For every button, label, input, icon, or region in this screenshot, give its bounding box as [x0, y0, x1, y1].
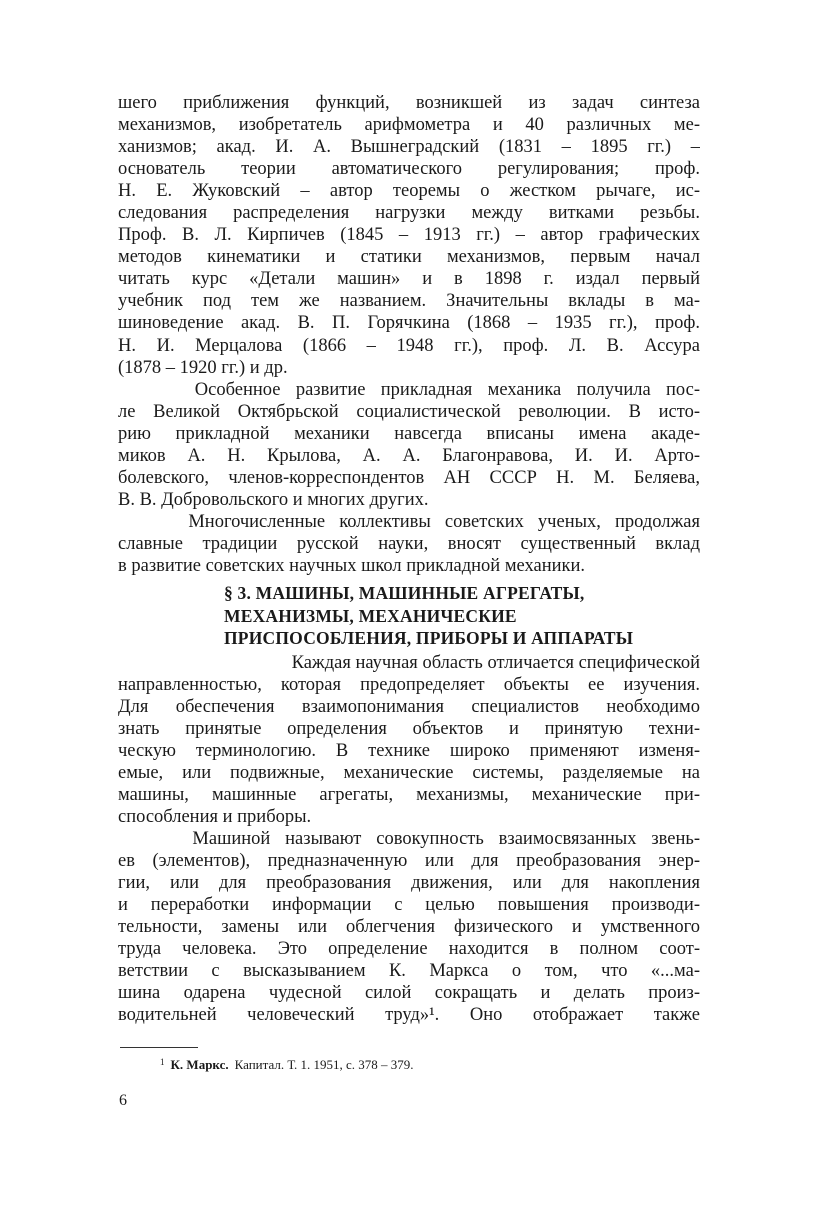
text-line: емые, или подвижные, механические системы, разделяемые на	[118, 762, 700, 783]
text-line: Н. Е. Жуковский – автор теоремы о жестком рычаге, ис-	[118, 181, 700, 202]
text-line: учебник под тем же названием. Значительны вклады в ма-	[118, 291, 700, 312]
text-line: труда человека. Это определение находится в полном соот-	[118, 939, 700, 960]
footnote	[160, 1054, 414, 1073]
paragraph-machine-definition	[118, 828, 700, 1026]
text-line: Каждая научная область отличается специфической	[180, 652, 700, 673]
text-line: ханизмов; акад. И. А. Вышнеградский (1831 – 1895 гг.) –	[118, 137, 700, 158]
text-line: миков А. Н. Крылова, А. А. Благонравова, И. И. Арто-	[118, 445, 700, 466]
footnote-divider	[120, 1047, 198, 1048]
text-line: (1878 – 1920 гг.) и др.	[118, 357, 288, 378]
text-line: ческую терминологию. В технике широко применяют изменя-	[118, 740, 700, 761]
text-line: В. В. Добровольского и многих других.	[118, 489, 429, 510]
paragraph-soviet-development	[118, 379, 700, 511]
text-line: Проф. В. Л. Кирпичев (1845 – 1913 гг.) – автор графических	[118, 225, 700, 246]
text-line: шиноведение акад. В. П. Горячкина (1868 – 1935 гг.), проф.	[118, 313, 700, 334]
text-line: гии, или для преобразования движения, или для накопления	[118, 873, 700, 893]
text-line: способления и приборы.	[118, 806, 312, 827]
text-line: Н. И. Мерцалова (1866 – 1948 гг.), проф. Л. В. Ассура	[118, 335, 700, 356]
text-line: Многочисленные коллективы советских ученых, продолжая	[118, 511, 700, 532]
heading-line: МЕХАНИЗМЫ, МЕХАНИЧЕСКИЕ	[224, 605, 517, 626]
text-line: знать принятые определения объектов и принятую техни-	[118, 718, 700, 739]
text-line: славные традиции русской науки, вносят существенный вклад	[118, 533, 700, 554]
section-heading	[224, 582, 700, 650]
text-line: Для обеспечения взаимопонимания специалистов необходимо	[118, 696, 700, 717]
footnote-author: К. Маркс.	[170, 1057, 229, 1072]
text-line: шина одарена чудесной силой сокращать и делать произ-	[118, 983, 700, 1004]
text-line: ветствии с высказыванием К. Маркса о том, что «...ма-	[118, 961, 700, 982]
heading-line: § 3. МАШИНЫ, МАШИННЫЕ АГРЕГАТЫ,	[224, 583, 585, 604]
text-line: Машиной называют совокупность взаимосвязанных звень-	[118, 828, 700, 849]
text-line: методов кинематики и статики механизмов, первым начал	[118, 247, 700, 268]
text-line: механизмов, изобретатель арифмометра и 40 различных ме-	[118, 115, 700, 136]
text-line: водительней человеческий труд»¹. Оно отображает также	[118, 1005, 700, 1026]
text-line: в развитие советских научных школ прикладной механики.	[118, 555, 586, 576]
paragraph-soviet-collectives	[118, 511, 700, 577]
text-line: тельности, замены или облегчения физического и умственного	[118, 917, 700, 938]
page-body	[118, 92, 700, 1026]
text-line: направленностью, которая предопределяет объекты ее изучения.	[118, 674, 700, 695]
paragraph-history-scientists	[118, 92, 700, 379]
text-line: рию прикладной механики навсегда вписаны имена акаде-	[118, 423, 700, 444]
text-line: и переработки информации с целью повышения производи-	[118, 895, 700, 916]
text-line: шего приближения функций, возникшей из задач синтеза	[118, 93, 700, 113]
text-line: основатель теории автоматического регулирования; проф.	[118, 159, 700, 180]
text-line: следования распределения нагрузки между витками резьбы.	[118, 203, 700, 224]
text-line: машины, машинные агрегаты, механизмы, механические при-	[118, 784, 700, 805]
text-line: ев (элементов), предназначенную или для преобразования энер-	[118, 850, 700, 871]
text-line: читать курс «Детали машин» и в 1898 г. издал первый	[118, 269, 700, 290]
text-line: ле Великой Октябрьской социалистической революции. В исто-	[118, 401, 700, 422]
heading-line: ПРИСПОСОБЛЕНИЯ, ПРИБОРЫ И АППАРАТЫ	[224, 628, 634, 649]
footnote-mark: 1	[160, 1057, 165, 1067]
page-number: 6	[119, 1092, 127, 1109]
text-line: Особенное развитие прикладная механика получила пос-	[118, 379, 700, 400]
text-line: болевского, членов-корреспондентов АН СССР Н. М. Беляева,	[118, 467, 700, 488]
footnote-text: Капитал. Т. 1. 1951, с. 378 – 379.	[234, 1057, 414, 1072]
paragraph-terminology	[118, 652, 700, 828]
